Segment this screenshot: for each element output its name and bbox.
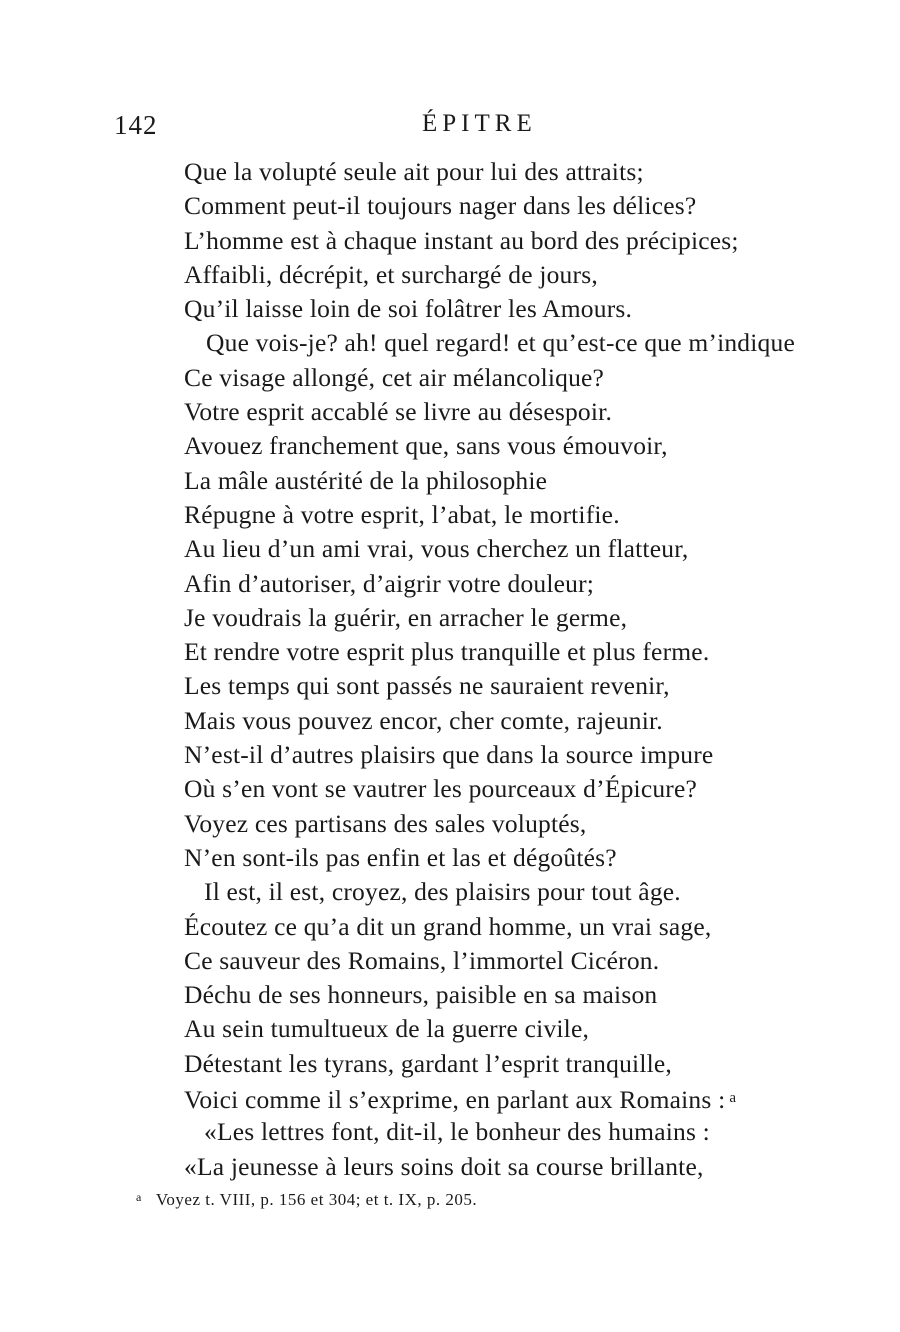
page-header <box>0 104 900 144</box>
verse-line: N’en sont-ils pas enfin et las et dégoûtés? <box>184 842 617 872</box>
verse-line: N’est-il d’autres plaisirs que dans la source impure <box>184 740 714 770</box>
verse-line <box>184 1081 844 1115</box>
verse-line: Il est, il est, croyez, des plaisirs pour tout âge. <box>204 877 681 907</box>
verse-line: Voyez ces partisans des sales voluptés, <box>184 808 587 838</box>
verse-line: Au lieu d’un ami vrai, vous cherchez un flatteur, <box>184 534 689 564</box>
verse-line: Mais vous pouvez encor, cher comte, rajeunir. <box>184 705 663 735</box>
footnote <box>136 1190 477 1210</box>
verse-line: Je voudrais la guérir, en arracher le germe, <box>184 602 628 632</box>
footnote-marker: a <box>136 1190 142 1204</box>
verse-line: Détestant les tyrans, gardant l’esprit tranquille, <box>184 1048 672 1078</box>
running-title: ÉPITRE <box>422 110 537 137</box>
verse-line: L’homme est à chaque instant au bord des précipices; <box>184 225 739 255</box>
verse-line: Ce visage allongé, cet air mélancolique? <box>184 362 605 392</box>
verse-line: Que vois-je? ah! quel regard! et qu’est-ce que m’indique <box>206 328 795 358</box>
verse-line: Écoutez ce qu’a dit un grand homme, un vrai sage, <box>184 911 712 941</box>
verse-line: Au sein tumultueux de la guerre civile, <box>184 1014 590 1044</box>
verse-line-text: Voici comme il s’exprime, en parlant aux Romains : <box>184 1085 726 1115</box>
verse-line: Les temps qui sont passés ne sauraient revenir, <box>184 671 670 701</box>
verse-line: La mâle austérité de la philosophie <box>184 465 548 495</box>
verse-line: Qu’il laisse loin de soi folâtrer les Amours. <box>184 294 633 324</box>
footnote-text: Voyez t. VIII, p. 156 et 304; et t. IX, p. 205. <box>155 1190 478 1209</box>
verse-line: Où s’en vont se vautrer les pourceaux d’Épicure? <box>184 774 698 804</box>
verse-line: «La jeunesse à leurs soins doit sa course brillante, <box>184 1151 704 1181</box>
verse-line: Déchu de ses honneurs, paisible en sa maison <box>184 980 658 1010</box>
page-number: 142 <box>114 110 158 140</box>
footnote-reference: a <box>729 1090 737 1107</box>
verse-line: Afin d’autoriser, d’aigrir votre douleur; <box>184 568 595 598</box>
verse-line: «Les lettres font, dit-il, le bonheur des humains : <box>204 1117 710 1147</box>
verse-line: Avouez franchement que, sans vous émouvoir, <box>184 431 668 461</box>
verse-line: Répugne à votre esprit, l’abat, le mortifie. <box>184 499 620 529</box>
verse-line: Votre esprit accablé se livre au désespoir. <box>184 397 613 427</box>
verse-line: Ce sauveur des Romains, l’immortel Cicéron. <box>184 945 660 975</box>
verse-block <box>184 155 844 1184</box>
verse-line: Et rendre votre esprit plus tranquille et plus ferme. <box>184 637 710 667</box>
verse-line: Que la volupté seule ait pour lui des attraits; <box>184 157 644 186</box>
verse-line: Comment peut-il toujours nager dans les délices? <box>184 191 697 221</box>
verse-line: Affaibli, décrépit, et surchargé de jours, <box>184 259 598 289</box>
